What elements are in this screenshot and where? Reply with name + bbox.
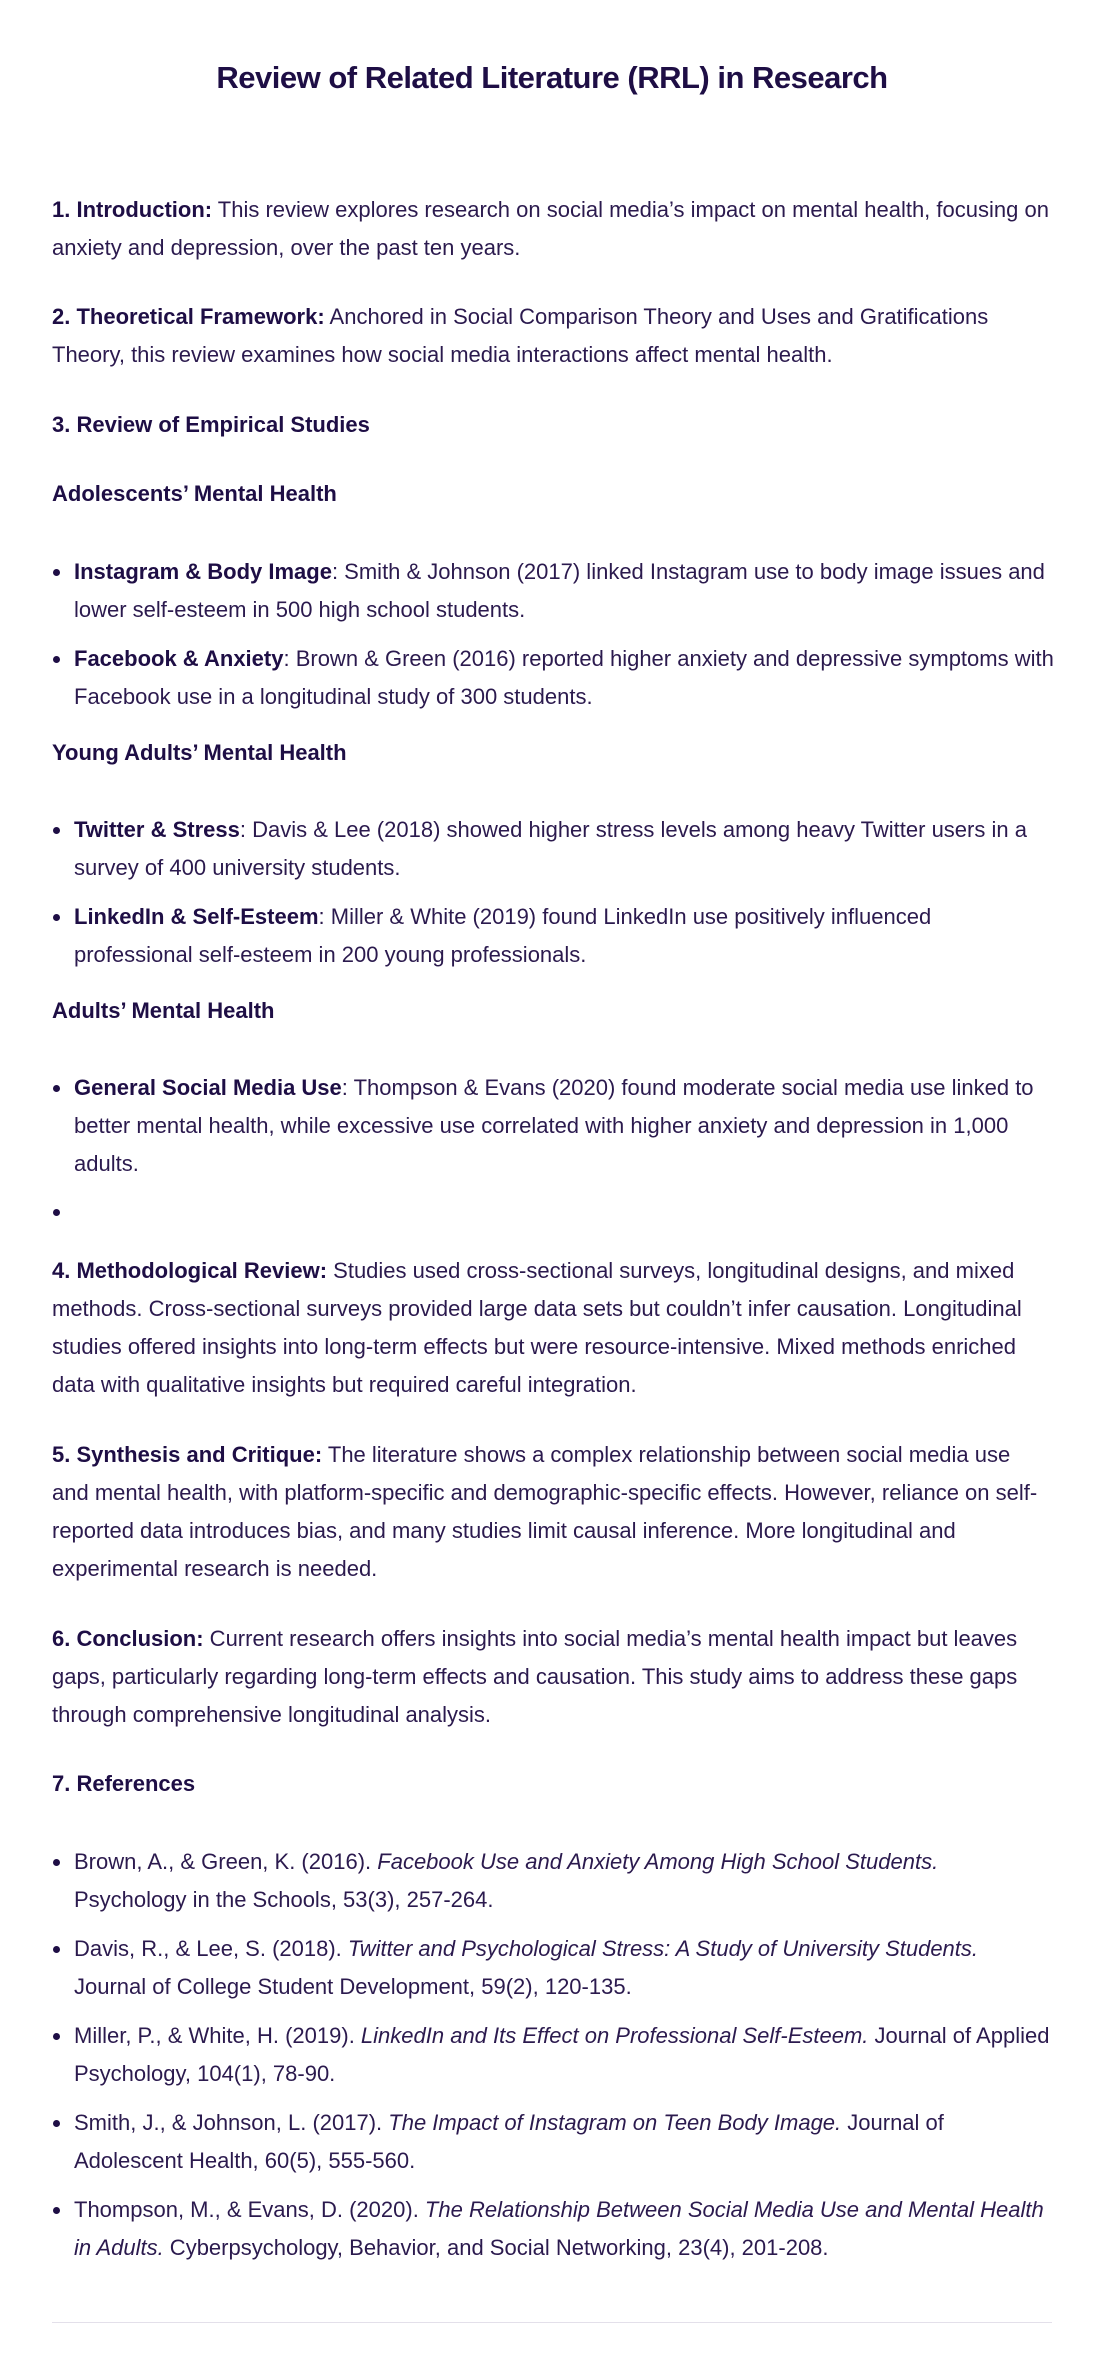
- reference-item: [74, 2017, 1054, 2093]
- introduction-text: This review explores research on social media’s impact on mental health, focusing on anxiety and depression, over the past ten years.: [52, 197, 1049, 260]
- conclusion-paragraph: [52, 1620, 1052, 1734]
- group-heading-young-adults: Young Adults’ Mental Health: [52, 740, 347, 765]
- list-item: [74, 898, 1054, 974]
- reference-source: Cyberpsychology, Behavior, and Social Networking, 23(4), 201-208.: [163, 2235, 829, 2260]
- list-item: [74, 1069, 1054, 1183]
- reference-item: [74, 2191, 1054, 2267]
- framework-paragraph: [52, 298, 1052, 374]
- reference-source: Journal of Adolescent Health, 60(5), 555-560.: [74, 2110, 944, 2173]
- reference-source: Journal of Applied Psychology, 104(1), 78-90.: [74, 2023, 1050, 2086]
- footer-divider: [52, 2322, 1052, 2323]
- page-title: Review of Related Literature (RRL) in Research: [216, 60, 888, 95]
- synthesis-text: The literature shows a complex relationship between social media use and mental health, with platform-specific and demographic-specific effects. However, reliance on self-reported data introduces bias, and many studies limit causal inference. More longitudinal and experimental research is needed.: [52, 1442, 1038, 1581]
- synthesis-paragraph: [52, 1436, 1052, 1588]
- references-heading: 7. References: [52, 1771, 196, 1796]
- reference-title: Facebook Use and Anxiety Among High School Students.: [377, 1849, 939, 1874]
- item-label: Twitter & Stress: [74, 817, 240, 842]
- item-text: : Thompson & Evans (2020) found moderate social media use linked to better mental health, while excessive use correlated with higher anxiety and depression in 1,000 adults.: [74, 1075, 1034, 1176]
- methods-label: 4. Methodological Review:: [52, 1258, 328, 1283]
- reference-authors: Miller, P., & White, H. (2019).: [74, 2023, 361, 2048]
- reference-authors: Davis, R., & Lee, S. (2018).: [74, 1936, 348, 1961]
- item-text: : Smith & Johnson (2017) linked Instagram use to body image issues and lower self-esteem in 500 high school students.: [74, 559, 1045, 622]
- introduction-paragraph: [52, 191, 1052, 267]
- reference-title: Twitter and Psychological Stress: A Study of University Students.: [347, 1936, 979, 1961]
- empirical-heading: 3. Review of Empirical Studies: [52, 412, 370, 437]
- reference-title: The Relationship Between Social Media Use and Mental Health in Adults.: [74, 2197, 1044, 2260]
- reference-source: Psychology in the Schools, 53(3), 257-264.: [74, 1887, 494, 1912]
- reference-item: [74, 1843, 1054, 1919]
- reference-authors: Brown, A., & Green, K. (2016).: [74, 1849, 378, 1874]
- group-heading-adolescents: Adolescents’ Mental Health: [52, 481, 337, 506]
- reference-authors: Smith, J., & Johnson, L. (2017).: [74, 2110, 389, 2135]
- item-label: LinkedIn & Self-Esteem: [74, 904, 319, 929]
- item-text: : Davis & Lee (2018) showed higher stress levels among heavy Twitter users in a survey of 400 university students.: [74, 817, 1027, 880]
- reference-item: [74, 2104, 1054, 2180]
- methods-text: Studies used cross-sectional surveys, longitudinal designs, and mixed methods. Cross-sectional surveys provided large data sets but couldn’t infer causation. Longitudinal studies offered insights into long-term effects but were resource-intensive. Mixed methods enriched data with qualitative insights but required careful integration.: [52, 1258, 1022, 1397]
- group-heading-adults: Adults’ Mental Health: [52, 998, 275, 1023]
- synthesis-label: 5. Synthesis and Critique:: [52, 1442, 323, 1467]
- item-label: Instagram & Body Image: [74, 559, 332, 584]
- item-label: Facebook & Anxiety: [74, 646, 284, 671]
- framework-label: 2. Theoretical Framework:: [52, 304, 325, 329]
- reference-title: LinkedIn and Its Effect on Professional Self-Esteem.: [360, 2023, 869, 2048]
- item-text: : Brown & Green (2016) reported higher anxiety and depressive symptoms with Facebook use in a longitudinal study of 300 students.: [74, 646, 1054, 709]
- methods-paragraph: [52, 1252, 1052, 1404]
- list-item: [74, 553, 1054, 629]
- list-item: [74, 811, 1054, 887]
- item-text: : Miller & White (2019) found LinkedIn use positively influenced professional self-esteem in 200 young professionals.: [74, 904, 932, 967]
- framework-text: Anchored in Social Comparison Theory and Uses and Gratifications Theory, this review examines how social media interactions affect mental health.: [52, 304, 989, 367]
- conclusion-label: 6. Conclusion:: [52, 1626, 204, 1651]
- reference-authors: Thompson, M., & Evans, D. (2020).: [74, 2197, 425, 2222]
- item-label: General Social Media Use: [74, 1075, 342, 1100]
- reference-item: [74, 1930, 1054, 2006]
- list-item: [74, 640, 1054, 716]
- introduction-label: 1. Introduction:: [52, 197, 213, 222]
- conclusion-text: Current research offers insights into social media’s mental health impact but leaves gaps, particularly regarding long-term effects and causation. This study aims to address these gaps through comprehensive longitudinal analysis.: [52, 1626, 1018, 1727]
- reference-title: The Impact of Instagram on Teen Body Image.: [388, 2110, 842, 2135]
- reference-source: Journal of College Student Development, 59(2), 120-135.: [74, 1974, 632, 1999]
